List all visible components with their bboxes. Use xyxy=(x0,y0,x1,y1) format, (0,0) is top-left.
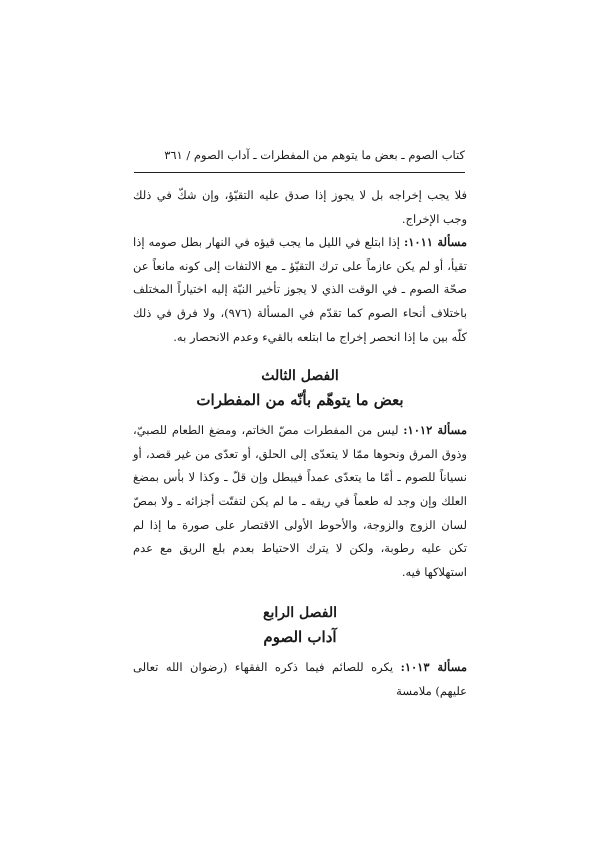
issue-1013 xyxy=(133,656,467,703)
issue-1013-text: يكره للصائم فيما ذكره الفقهاء (رضوان الله تعالى عليهم) ملامسة xyxy=(133,660,467,698)
page-body xyxy=(133,184,467,704)
chapter-3-title: الفصل الثالث xyxy=(261,368,339,385)
header-divider xyxy=(134,172,465,173)
issue-1011-text: إذا ابتلع في الليل ما يجب قيؤه في النهار بطل صومه إذا تقيأ، أو لم يكن عازماً على ترك التقيّؤ ـ مع الالتفات إلى كونه مانعاً عن صحّة الصوم ـ في الوقت الذي لا يجوز تأخير النيّة إليه اختياراً المختلف باختلاف أنحاء الصوم كما تقدّم في المسألة (٩٧٦)، ولا فرق في ذلك كلّه بين ما إذا انحصر إخراج ما ابتلعه بالقيء وعدم الانحصار به. xyxy=(133,235,467,344)
issue-1012 xyxy=(133,419,467,584)
paragraph-continuation: فلا يجب إخراجه بل لا يجوز إذا صدق عليه التقيّؤ، وإن شكّ في ذلك وجب الإخراج. xyxy=(133,188,467,226)
issue-1012-label: مسألة ١٠١٢: xyxy=(403,423,467,438)
issue-1013-label: مسألة ١٠١٣: xyxy=(400,660,467,675)
chapter-4-subtitle: آداب الصوم xyxy=(263,628,337,647)
running-header: كتاب الصوم ـ بعض ما يتوهم من المفطرات ـ آداب الصوم / ٣٦١ xyxy=(164,148,465,162)
chapter-3-subtitle: بعض ما يتوهّم بأنّه من المفطرات xyxy=(196,391,404,410)
issue-1011-label: مسألة ١٠١١: xyxy=(404,235,467,250)
issue-1012-text: ليس من المفطرات مصّ الخاتم، ومضغ الطعام للصبيّ، وذوق المرق ونحوها ممّا لا يتعدّى إلى الحلق، أو تعدّى من غير قصد، أو نسياناً للصوم ـ أمّا ما يتعدّى عمداً فيبطل وإن قلّ ـ وكذا لا بأس بمضغ العلك وإن وجد له طعماً في ريقه ـ ما لم يكن لتفتّت أجزائه ـ ولا بمصّ لسان الزوج والزوجة، والأحوط الأولى الاقتصار على صورة ما إذا لم تكن عليه رطوبة، ولكن لا يترك الاحتياط بعدم بلع الريق مع عدم استهلاكها فيه. xyxy=(133,423,467,579)
issue-1011 xyxy=(133,231,467,349)
chapter-4-title: الفصل الرابع xyxy=(263,605,337,622)
